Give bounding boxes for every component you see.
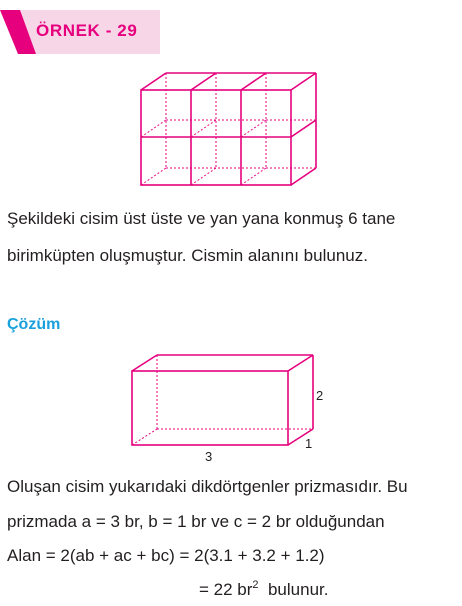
area-formula-line: Alan = 2(ab + ac + bc) = 2(3.1 + 3.2 + 1.2) xyxy=(7,546,325,565)
dimension-b-label: 1 xyxy=(305,436,313,451)
area-result-tail: bulunur. xyxy=(258,580,329,599)
unit-cubes-figure xyxy=(138,70,320,190)
rectangular-prism-figure xyxy=(130,353,316,448)
solution-line-2: prizmada a = 3 br, b = 1 br ve c = 2 br olduğundan xyxy=(7,512,385,531)
dimension-a-label: 3 xyxy=(205,449,213,464)
prism-front-face xyxy=(132,371,288,445)
solution-heading: Çözüm xyxy=(7,316,61,333)
solution-line-1: Oluşan cisim yukarıdaki dikdörtgenler prizmasıdır. Bu xyxy=(7,477,408,496)
problem-line-2: birimküpten oluşmuştur. Cismin alanını bulunuz. xyxy=(7,246,368,265)
area-unit-exponent: 2 xyxy=(252,579,259,591)
example-number: ÖRNEK - 29 xyxy=(36,21,138,40)
dimension-c-label: 2 xyxy=(316,388,324,403)
area-result-line xyxy=(199,580,328,600)
problem-line-1: Şekildeki cisim üst üste ve yan yana konmuş 6 tane xyxy=(7,209,396,228)
area-result-value: = 22 br xyxy=(199,580,253,599)
